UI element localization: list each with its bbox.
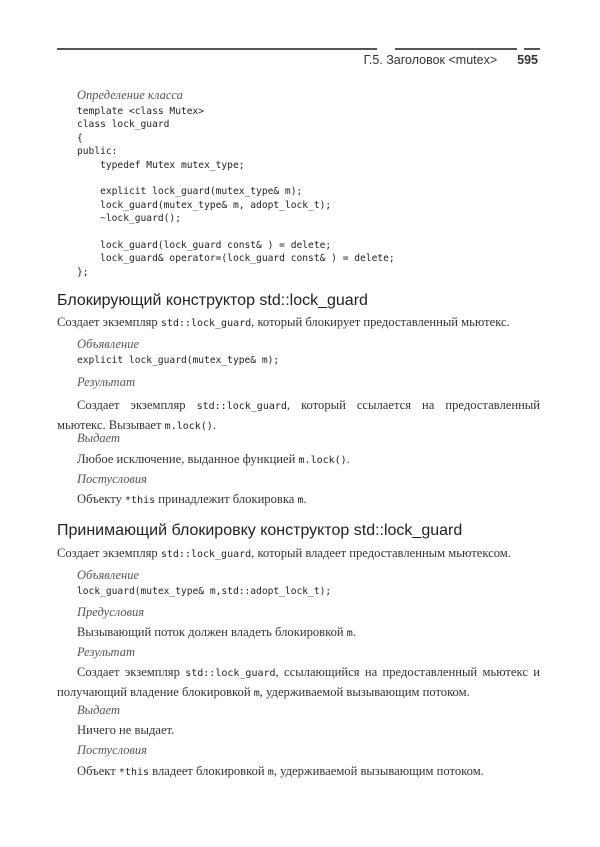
s2-pre: Вызывающий поток должен владеть блокировкой m. — [77, 625, 356, 639]
header-rule — [524, 48, 540, 50]
s2-effects-label: Результат — [77, 645, 136, 659]
class-def-code: template <class Mutex> class lock_guard { public: typedef Mutex mutex_type; explicit lock_guard(mutex_type& m); lock_guard(mutex_type& m, adopt_lock_t); ~lock_guard(); lock_guard(lock_guard const& ) = delete; lock_guard& operator=(lock_guard const& ) = delete; }; — [77, 106, 395, 278]
header-rule — [57, 48, 377, 50]
s1-decl-code: explicit lock_guard(mutex_type& m); — [77, 355, 280, 366]
s2-throws: Ничего не выдает. — [77, 723, 175, 737]
section-title: Г.5. Заголовок <mutex> — [363, 53, 498, 67]
section-heading: Принимающий блокировку конструктор std::lock_guard — [57, 522, 463, 539]
s2-effects: Создает экземпляр std::lock_guard, ссылающийся на предоставленный мьютекс и получающий владение блокировкой m, удерживаемой вызывающим потоком. — [57, 665, 540, 699]
s2-decl-label: Объявление — [77, 568, 140, 582]
s2-throws-label: Выдает — [77, 703, 121, 717]
s1-decl-label: Объявление — [77, 337, 140, 351]
s2-post-label: Постусловия — [77, 743, 147, 757]
s2-post: Объект *this владеет блокировкой m, удерживаемой вызывающим потоком. — [77, 764, 484, 778]
section-heading: Блокирующий конструктор std::lock_guard — [57, 292, 368, 309]
class-def-label: Определение класса — [77, 88, 183, 102]
s1-post-label: Постусловия — [77, 472, 147, 486]
running-header — [364, 53, 538, 67]
s1-throws-label: Выдает — [77, 431, 121, 445]
header-rule — [395, 48, 517, 50]
s2-intro: Создает экземпляр std::lock_guard, который владеет предоставленным мьютексом. — [57, 546, 511, 560]
s2-pre-label: Предусловия — [77, 605, 145, 619]
s2-decl-code: lock_guard(mutex_type& m,std::adopt_lock_t); — [77, 586, 332, 597]
s1-intro: Создает экземпляр std::lock_guard, который блокирует предоставленный мьютекс. — [57, 315, 510, 329]
s1-effects-label: Результат — [77, 375, 136, 389]
page-number: 595 — [517, 53, 538, 67]
s1-throws: Любое исключение, выданное функцией m.lock(). — [77, 452, 350, 466]
s1-post: Объекту *this принадлежит блокировка m. — [77, 492, 307, 506]
s1-effects: Создает экземпляр std::lock_guard, который ссылается на предоставленный мьютекс. Вызывает m.lock(). — [57, 398, 541, 432]
